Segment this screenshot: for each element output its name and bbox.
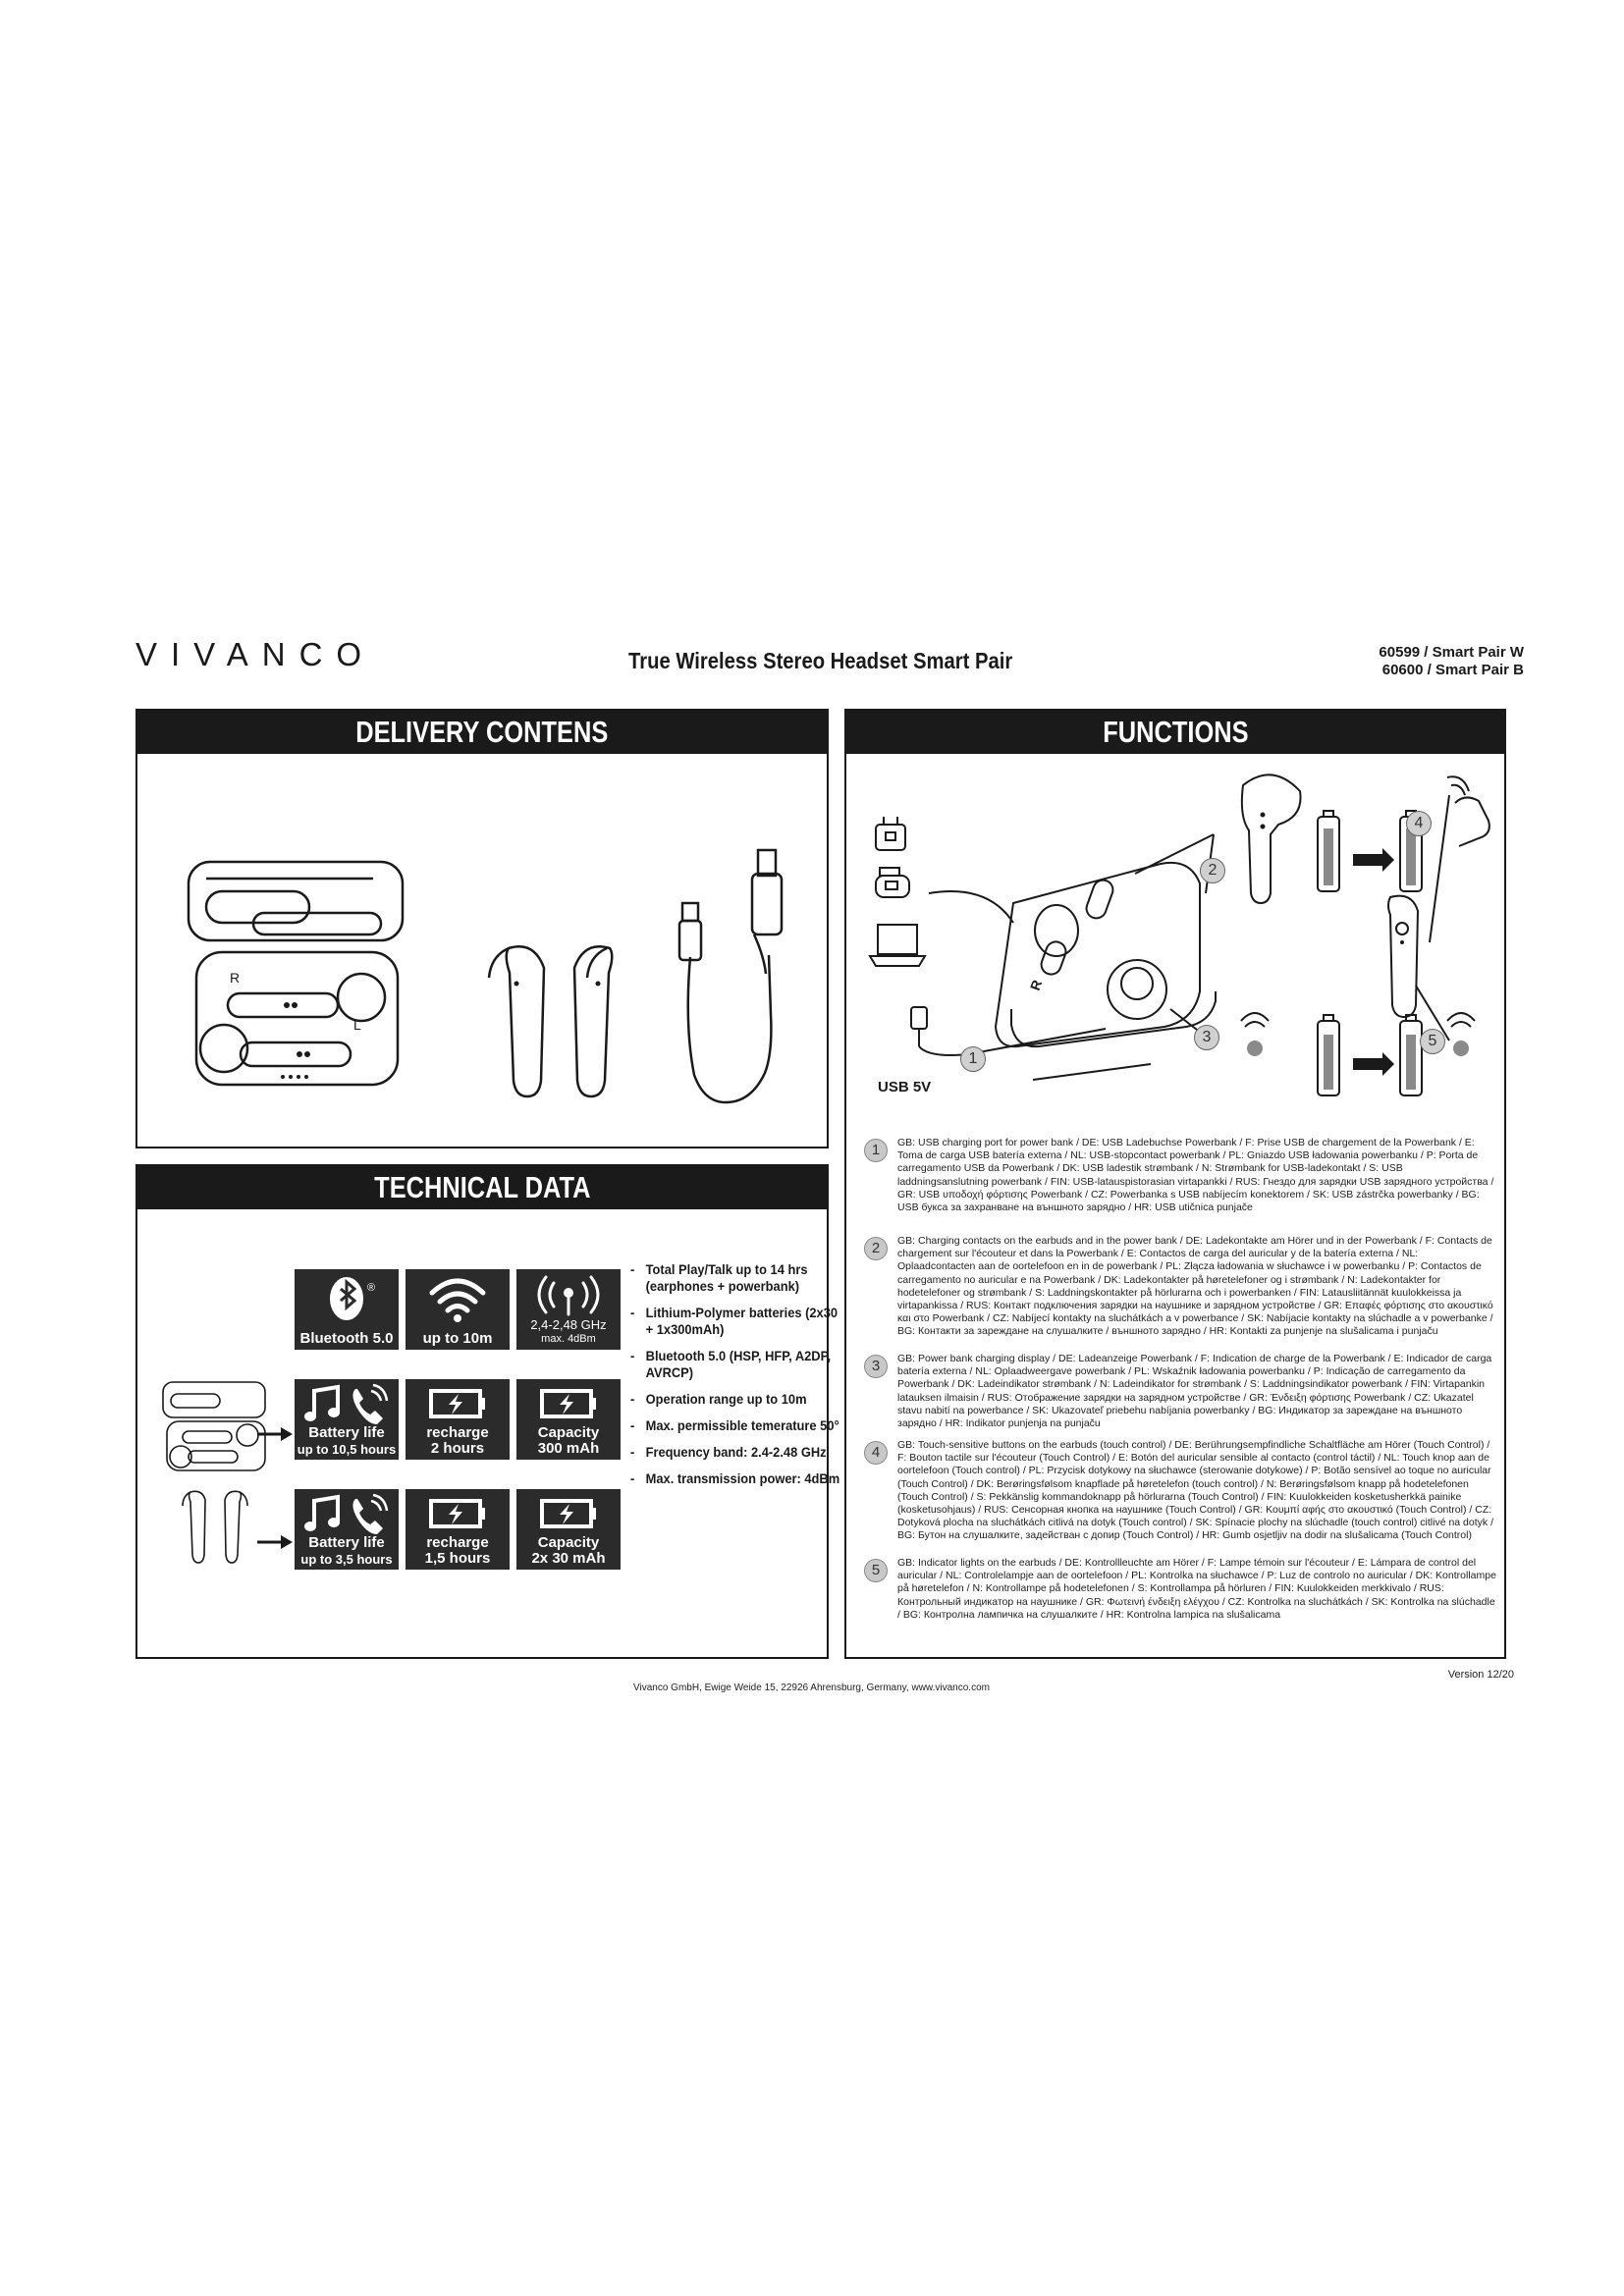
tile-sublabel: 2 hours bbox=[430, 1440, 485, 1457]
usb-label: USB 5V bbox=[878, 1079, 932, 1095]
battery-charge-icon bbox=[516, 1379, 621, 1428]
battery-charge-icon bbox=[406, 1489, 510, 1538]
tile-label: 2,4-2,48 GHz bbox=[530, 1317, 607, 1332]
tile-label: Capacity bbox=[537, 1534, 600, 1551]
tile-range bbox=[406, 1269, 510, 1350]
tile-sublabel: 300 mAh bbox=[537, 1440, 600, 1457]
spec-item: - Lithium-Polymer batteries (2x30 + 1x300mAh) bbox=[630, 1305, 839, 1338]
tile-label: recharge bbox=[426, 1534, 489, 1551]
functions-heading: FUNCTIONS bbox=[846, 711, 1504, 754]
model-b: 60600 / Smart Pair B bbox=[1381, 662, 1524, 678]
callout-3: 3 bbox=[1194, 1025, 1219, 1050]
music-phone-icon bbox=[295, 1489, 399, 1538]
svg-text:®: ® bbox=[367, 1282, 376, 1294]
tile-label: Battery life bbox=[308, 1424, 385, 1441]
delivery-illustration bbox=[137, 756, 827, 1148]
tile-capacity-earbuds bbox=[516, 1489, 621, 1570]
arrow-icon bbox=[257, 1533, 293, 1551]
tile-label: Battery life bbox=[308, 1534, 385, 1551]
spec-item: - Frequency band: 2.4-2.48 GHz bbox=[630, 1444, 839, 1461]
function-number: 3 bbox=[864, 1355, 888, 1378]
tile-sublabel: up to 10,5 hours bbox=[297, 1442, 397, 1457]
music-phone-icon bbox=[295, 1379, 399, 1428]
spec-item: - Bluetooth 5.0 (HSP, HFP, A2DP, AVRCP) bbox=[630, 1348, 839, 1381]
tile-bluetooth bbox=[295, 1269, 399, 1350]
battery-charge-icon bbox=[516, 1489, 621, 1538]
function-text: GB: Charging contacts on the earbuds and in the power bank / DE: Ladekontakte am Hörer und in der Powerbank / F: Contacts de chargement sur l'écouteur et dans la Powerbank / E: Contactos de carga del auricular y de la batería externa / NL: Oplaadcontacten aan de oortelefoon en in de powerbank / PL: Złącza ładowania w słuchawce i w powerbanku / P: Contactos de carregamento no auricular e na Powerbank / DK: Ladekontakter på høretelefoner og i strømbank / N: Ladekontakter for hodetelefoner og strømbank / S: Laddningskontakter på hörlurarna och i powerbanken / FIN: Latausliitännät kuulokkeissa ja virtapankissa / RUS: Контакт подключения зарядки на наушнике и зарядном устройстве / GR: Επαφές φόρτισης στο ακουστικό και στο Powerbank / CZ: Nabíjecí kontakty na sluchátkách a v powerbance / SK: Nabíjacie kontakty na slúchadle a v powerbanke / BG: Контакти за зареждане на слушалките / външното зарядно / HR: Kontakti za punjenje na slušalicama i punjaču bbox=[897, 1235, 1493, 1338]
brand-logo: VIVANCO bbox=[135, 636, 376, 672]
case-label-r: R bbox=[230, 970, 241, 986]
tile-sublabel: 2x 30 mAh bbox=[531, 1550, 606, 1567]
spec-item: - Max. transmission power: 4dBm bbox=[630, 1470, 839, 1487]
tile-sublabel: max. 4dBm bbox=[541, 1333, 596, 1345]
tile-label: Capacity bbox=[537, 1424, 600, 1441]
tile-sublabel: 1,5 hours bbox=[424, 1550, 491, 1567]
delivery-heading: DELIVERY CONTENS bbox=[137, 711, 827, 754]
function-text: GB: USB charging port for power bank / DE: USB Ladebuchse Powerbank / F: Prise USB de chargement de la Powerbank / E: Toma de carga USB batería externa / NL: USB-stopcontact powerbank / PL: Gniazdo USB ładowania powerbanku / P: Porta de carregamento USB da Powerbank / DK: USB ladestik strømbank / N: Strømbank for USB-ladekontakt / S: USB laddningsanslutning powerbank / FIN: USB-latauspistorasian virtapankki / RUS: Гнездо для зарядки USB зарядного устройства / GR: USB υποδοχή φόρτισης Powerbank / CZ: Powerbanka s USB nabíjecím konektorem / SK: USB zástrčka powerbanky / BG: USB букса за захранване на външното зарядно / HR: USB utičnica punjače bbox=[897, 1137, 1494, 1214]
tile-capacity-case bbox=[516, 1379, 621, 1460]
footer-address: Vivanco GmbH, Ewige Weide 15, 22926 Ahrensburg, Germany, www.vivanco.com bbox=[633, 1682, 990, 1693]
document-title: True Wireless Stereo Headset Smart Pair bbox=[628, 648, 1013, 673]
svg-text:R: R bbox=[1026, 978, 1046, 993]
bluetooth-icon bbox=[295, 1269, 399, 1330]
callout-1: 1 bbox=[960, 1046, 986, 1072]
function-text: GB: Power bank charging display / DE: Ladeanzeige Powerbank / F: Indication de charge de la Powerbank / E: Indicador de carga batería externa / NL: Oplaadweergave powerbank / PL: Wskaźnik ładowania powerbanku / P: Indicação de carregamento da Powerbank / DK: Ladeindikator strømbank / N: Ladeindikator for strømbank / S: Laddningsindikator powerbank / FIN: Virtapankin latauksen ilmaisin / RUS: Отображение зарядки на зарядном устройстве / GR: Ένδειξη φόρτισης Powerbank / CZ: Ukazatel stavu nabití na powerbance / SK: Ukazovateľ priebehu nabíjania powerbanky / BG: Индикатор за зареждане на външното зарядно / HR: Indikator punjenja na punjaču bbox=[897, 1353, 1492, 1430]
function-number: 2 bbox=[864, 1237, 888, 1260]
tile-battery-life-case bbox=[295, 1379, 399, 1460]
technical-heading: TECHNICAL DATA bbox=[137, 1166, 827, 1209]
spec-item: - Total Play/Talk up to 14 hrs (earphones + powerbank) bbox=[630, 1261, 839, 1295]
delivery-panel bbox=[135, 709, 829, 1148]
callout-2: 2 bbox=[1200, 858, 1225, 883]
antenna-icon bbox=[516, 1269, 621, 1320]
arrow-icon bbox=[257, 1425, 293, 1443]
function-text: GB: Touch-sensitive buttons on the earbuds (touch control) / DE: Berührungsempfindliche Schaltfläche am Hörer (Touch Control) / F: Bouton tactile sur l'écouteur (Touch Control) / E: Botón del auricular sensible al contacto (control táctil) / NL: Touch knop aan de oortelefoon (Touch control) / PL: Przycisk dotykowy na słuchawce (sterowanie dotykowe) / P: Botão sensível ao toque no auricular (Touch Control) / DK: Berøringsfølsom knapflade på høretelefon (touch control) / N: Berøringsfølsom knapp på hodetelefonen (Touch Control) / S: Pekkänslig kommandoknapp på hörlurarna (Touch Control) / FIN: Kuulokkeiden kosketusherkkä painike (kosketusohjaus) / RUS: Сенсорная кнопка на наушнике (Touch Control) / GR: Κουμπί αφής στο ακουστικό (Touch Control) / CZ: Dotyková plocha na sluchátkách citlivá na dotyk (Touch control) / SK: Spínacie plochy na slúchadle (touch control) citlivé na dotyk / BG: Бутон на слушалките, задействан с допир (Touch Control) / HR: Gumb osjetljiv na dodir na slušalicama (Touch Control) bbox=[897, 1439, 1493, 1542]
tile-recharge-case bbox=[406, 1379, 510, 1460]
function-number: 4 bbox=[864, 1441, 888, 1465]
case-label-l: L bbox=[353, 1017, 361, 1033]
function-text: GB: Indicator lights on the earbuds / DE: Kontrollleuchte am Hörer / F: Lampe témoin sur l'écouteur / E: Lámpara de control del auricular / NL: Controlelampje aan de oortelefoon / PL: Kontrolka na słuchawce / P: Luz de controlo no auricular / DK: Kontrollampe på høretelefon / N: Kontrollampe på hodetelefonen / S: Kontrollampa på hörluren / FIN: Kuulokkeiden merkkivalo / RUS: Контрольный индикатор на наушнике / GR: Φωτεινή ένδειξη ελέγχου / CZ: Kontrolka na sluchátkách / SK: Kontrolka na slúchadle / BG: Контролна лампичка на слушалките / HR: Kontrolna lampica na slušalicama bbox=[897, 1557, 1496, 1621]
tile-label: recharge bbox=[426, 1424, 489, 1441]
earbuds-thumbnail bbox=[181, 1488, 249, 1567]
spec-item: - Operation range up to 10m bbox=[630, 1391, 839, 1408]
tile-battery-life-earbuds bbox=[295, 1489, 399, 1570]
wifi-icon bbox=[406, 1269, 510, 1330]
functions-illustration bbox=[846, 756, 1504, 1099]
function-number: 1 bbox=[864, 1139, 888, 1162]
tile-frequency bbox=[516, 1269, 621, 1350]
tile-recharge-earbuds bbox=[406, 1489, 510, 1570]
tile-sublabel: up to 3,5 hours bbox=[300, 1552, 393, 1567]
tile-label: Bluetooth 5.0 bbox=[299, 1330, 394, 1347]
function-number: 5 bbox=[864, 1559, 888, 1582]
case-thumbnail bbox=[159, 1378, 269, 1472]
model-numbers bbox=[1379, 644, 1524, 679]
spec-list bbox=[630, 1261, 840, 1497]
tile-label: up to 10m bbox=[422, 1330, 493, 1347]
callout-4: 4 bbox=[1406, 811, 1432, 836]
spec-item: - Max. permissible temerature 50° bbox=[630, 1417, 839, 1434]
battery-charge-icon bbox=[406, 1379, 510, 1428]
version-label: Version 12/20 bbox=[1447, 1669, 1514, 1681]
model-w: 60599 / Smart Pair W bbox=[1379, 644, 1524, 661]
callout-5: 5 bbox=[1420, 1029, 1445, 1054]
